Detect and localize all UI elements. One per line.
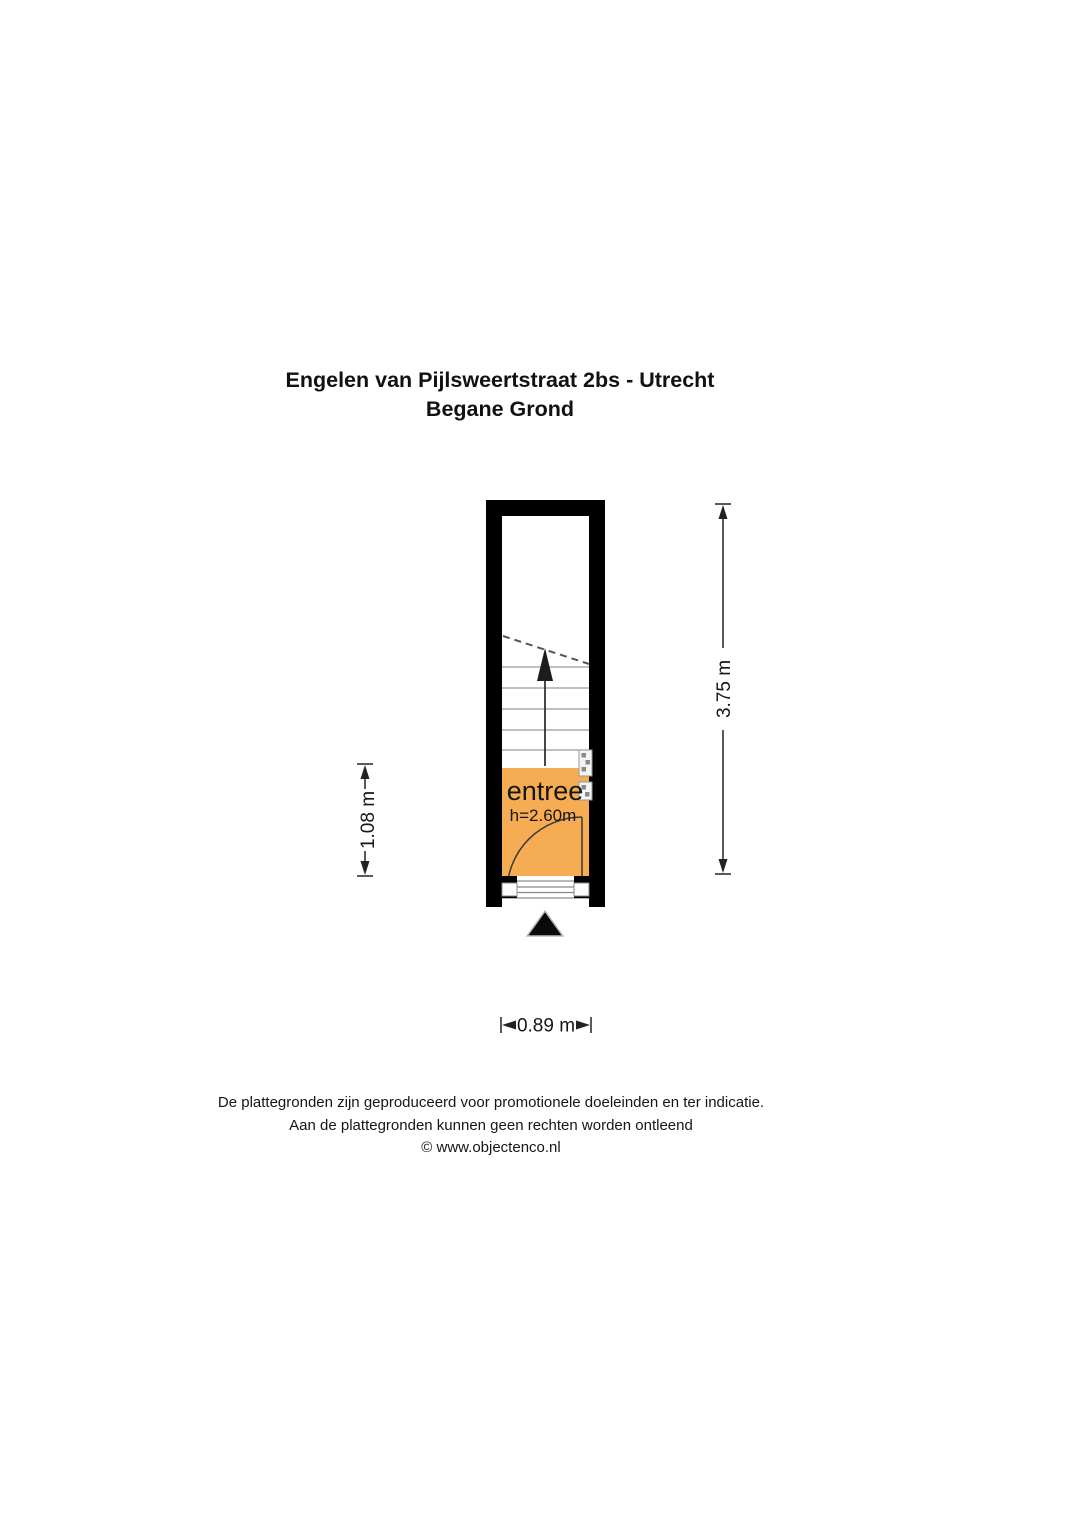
entree-room-label: entree <box>506 776 584 806</box>
wall-left <box>486 500 502 907</box>
dimension-arrow-right-icon <box>576 1021 590 1030</box>
dimension-height-label: 3.75 m <box>714 659 735 719</box>
meter-box-icon <box>579 750 592 776</box>
disclaimer-line2: Aan de plattegronden kunnen geen rechten worden ontleend <box>289 1116 693 1134</box>
wall-right <box>589 500 605 907</box>
dimension-width-label: 0.89 m <box>516 1015 576 1037</box>
disclaimer-line1: De plattegronden zijn geproduceerd voor promotionele doeleinden en ter indicatie. <box>217 1094 765 1111</box>
sill-notch-right <box>574 883 589 896</box>
page-title-line1: Engelen van Pijlsweertstraat 2bs - Utrecht <box>285 368 715 392</box>
dimension-entree-height-label: 1.08 m <box>358 790 379 850</box>
dimension-arrow-up-icon <box>361 765 370 779</box>
dimension-arrow-down-icon <box>719 859 728 873</box>
sill-notch-left <box>502 883 517 896</box>
wall-top <box>486 500 605 516</box>
dimension-arrow-down-icon <box>361 861 370 875</box>
disclaimer <box>0 1092 982 1160</box>
entree-ceiling-height-label: h=2.60m <box>509 806 577 825</box>
copyright-line: © www.objectenco.nl <box>421 1139 561 1156</box>
dimension-arrow-up-icon <box>719 505 728 519</box>
page-title-line2: Begane Grond <box>425 397 575 421</box>
entrance-triangle-icon <box>527 911 563 936</box>
dimension-arrow-left-icon <box>502 1021 516 1030</box>
